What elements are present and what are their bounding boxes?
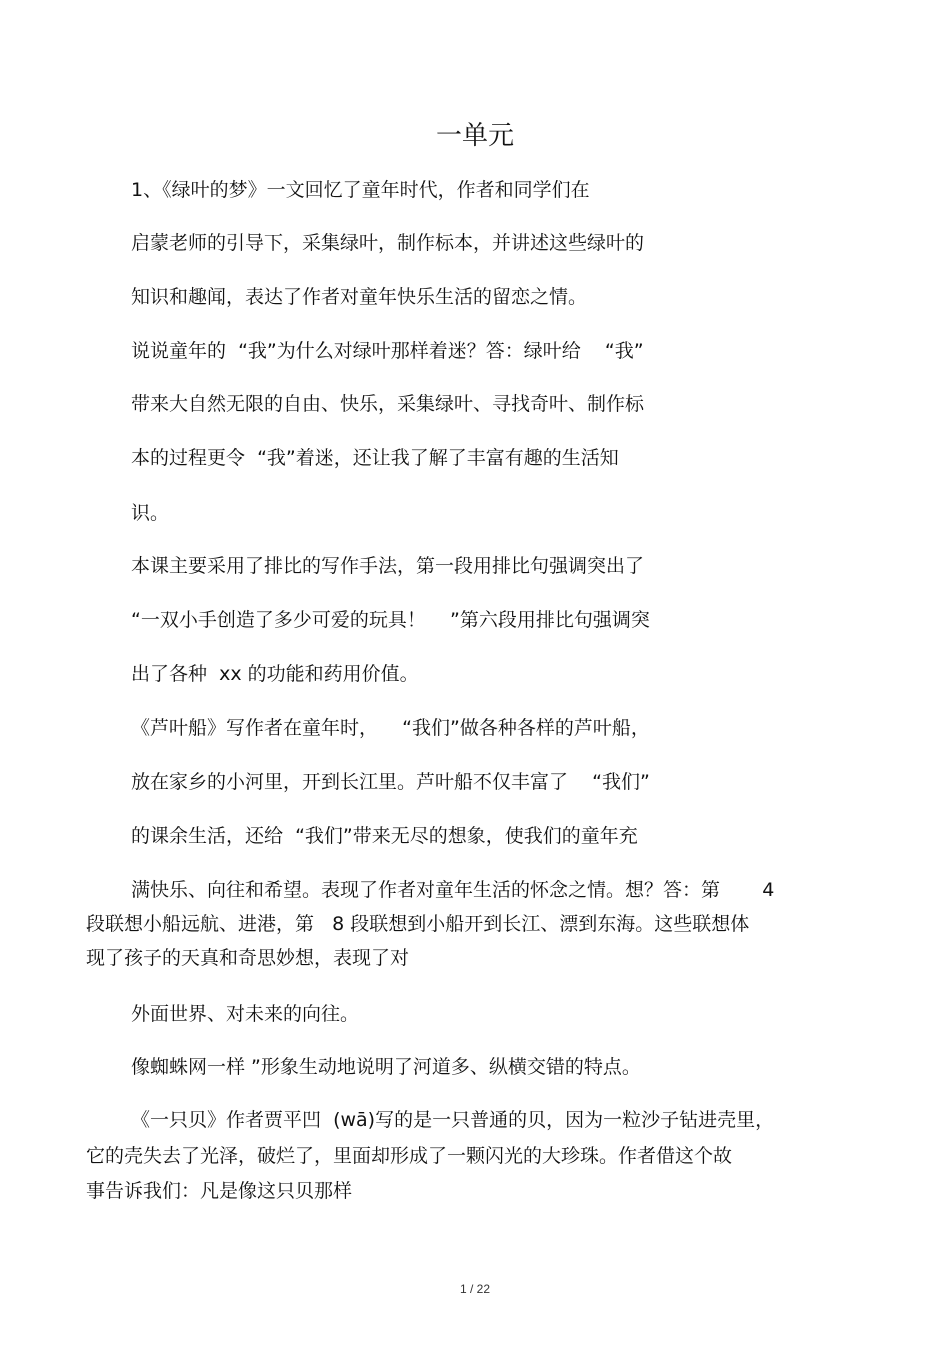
text-line: 知识和趣闻，表达了作者对童年快乐生活的留恋之情。 [131, 286, 588, 308]
text-line: 《芦叶船》写作者在童年时， “我们”做各种各样的芦叶船， [131, 717, 650, 739]
text-line: 它的壳失去了光泽，破烂了，里面却形成了一颗闪光的大珍珠。作者借这个故 [86, 1145, 733, 1167]
text-line: 说说童年的 “我”为什么对绿叶那样着迷？答：绿叶给 “我” [131, 340, 644, 362]
text-line: 本课主要采用了排比的写作手法，第一段用排比句强调突出了 [131, 555, 645, 577]
text-line: 《一只贝》作者贾平凹 (wā)写的是一只普通的贝，因为一粒沙子钻进壳里， [131, 1109, 775, 1131]
text-line: 外面世界、对未来的向往。 [131, 1003, 360, 1025]
text-line: 段联想小船远航、进港，第 8 段联想到小船开到长江、漂到东海。这些联想体 [86, 913, 750, 935]
text-line: 本的过程更令 “我”着迷，还让我了解了丰富有趣的生活知 [131, 447, 619, 469]
text-line: 事告诉我们：凡是像这只贝那样 [86, 1180, 353, 1202]
text-line: “一双小手创造了多少可爱的玩具！ ”第六段用排比句强调突 [131, 609, 650, 631]
text-line: 像蜘蛛网一样 ”形象生动地说明了河道多、纵横交错的特点。 [131, 1056, 641, 1078]
text-line: 带来大自然无限的自由、快乐，采集绿叶、寻找奇叶、制作标 [131, 393, 645, 415]
text-line: 的课余生活，还给 “我们”带来无尽的想象，使我们的童年充 [131, 825, 638, 847]
text-line: 出了各种 xx 的功能和药用价值。 [131, 663, 419, 685]
text-line: 1、《绿叶的梦》一文回忆了童年时代，作者和同学们在 [131, 179, 590, 201]
text-line: 识。 [131, 502, 170, 524]
text-line: 满快乐、向往和希望。表现了作者对童年生活的怀念之情。想？答：第 4 [131, 879, 775, 901]
page-title: 一单元 [435, 121, 514, 151]
page-number: 1 / 22 [459, 1282, 491, 1296]
text-line: 启蒙老师的引导下，采集绿叶，制作标本，并讲述这些绿叶的 [131, 232, 645, 254]
text-line: 放在家乡的小河里，开到长江里。芦叶船不仅丰富了 “我们” [131, 771, 650, 793]
text-line: 现了孩子的天真和奇思妙想，表现了对 [86, 947, 410, 969]
